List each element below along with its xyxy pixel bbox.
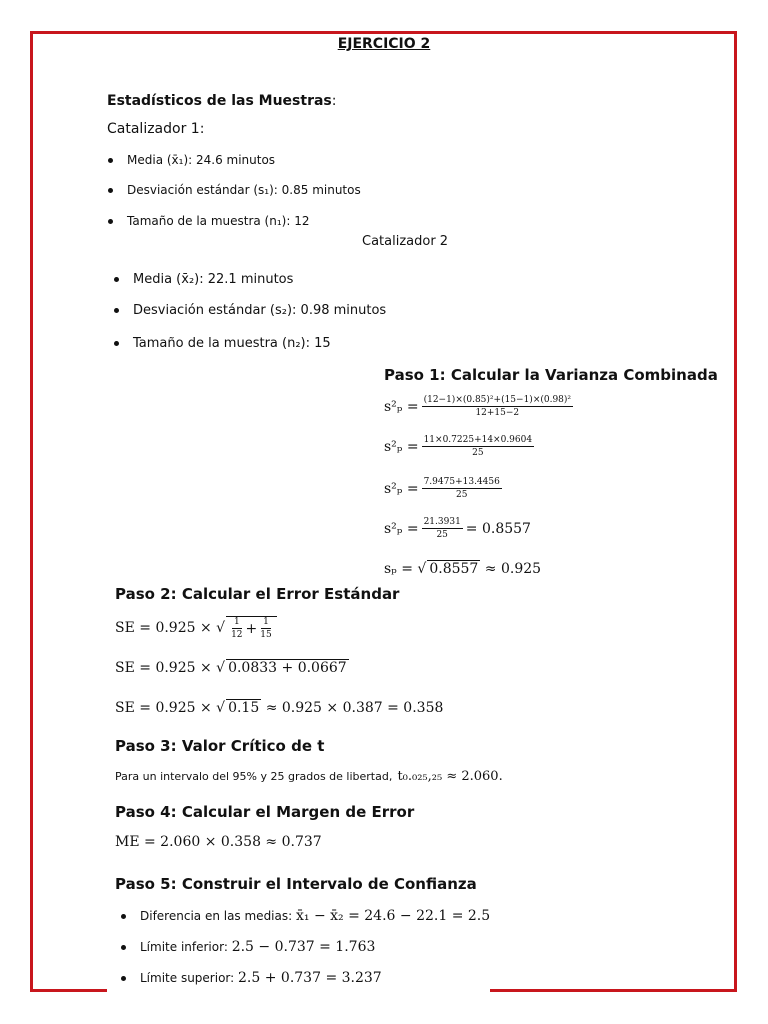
paso-2-equation-3: SE = 0.925 × √ 0.15 ≈ 0.925 × 0.387 = 0.358 [115,699,444,716]
paso-3-text: Para un intervalo del 95% y 25 grados de libertad, t₀.₀₂₅,₂₅ ≈ 2.060. [115,769,503,784]
list-item: Tamaño de la muestra (n₁): 12 [108,214,309,228]
list-item: Límite superior: 2.5 + 0.737 = 3.237 [121,970,382,986]
paso-4-heading: Paso 4: Calcular el Margen de Error [115,803,415,821]
bullet [114,308,119,313]
paso-5-heading: Paso 5: Construir el Intervalo de Confianza [115,875,477,893]
list-item: Desviación estándar (s₁): 0.85 minutos [108,183,361,197]
list-item: Tamaño de la muestra (n₂): 15 [114,336,331,351]
page-title: EJERCICIO 2 [337,36,431,52]
bullet [108,158,113,163]
paso-1-equation-3: s²ₚ = $\frac{7.9475+13.4456}{25}$ [384,477,500,500]
paso-1-equation-4: s²ₚ = $\frac{21.3931}{25}$ = 0.8557 [384,517,531,540]
catalizador-2-label: Catalizador 2 [362,234,449,249]
paso-1-equation-5: sₚ = √ 0.8557 ≈ 0.925 [384,560,542,577]
bullet [114,277,119,282]
page-border-bottom-left [30,989,107,992]
list-item: Media (x̄₂): 22.1 minutos [114,272,293,287]
paso-1-heading: Paso 1: Calcular la Varianza Combinada [384,366,718,384]
stats-heading: Estadísticos de las Muestras: [107,93,337,109]
list-item: Media (x̄₁): 24.6 minutos [108,153,275,167]
bullet [121,914,126,919]
list-item: Diferencia en las medias: x̄₁ − x̄₂ = 24.6 − 22.1 = 2.5 [121,908,490,924]
paso-2-equation-1: SE = 0.925 × √ $\frac{1}{12}$ + $\frac{1}{15}$ [115,616,277,640]
catalizador-1-label: Catalizador 1: [107,121,205,137]
bullet [108,188,113,193]
bullet [114,341,119,346]
paso-4-equation: ME = 2.060 × 0.358 ≈ 0.737 [115,834,322,850]
paso-3-heading: Paso 3: Valor Crítico de t [115,737,325,755]
list-item: Límite inferior: 2.5 − 0.737 = 1.763 [121,939,375,955]
paso-1-equation-2: s²ₚ = $\frac{11\times 0.7225+14\times 0.9604}{25}$ [384,435,533,458]
paso-2-equation-2: SE = 0.925 × √ 0.0833 + 0.0667 [115,659,347,676]
bullet [121,976,126,981]
list-item: Desviación estándar (s₂): 0.98 minutos [114,303,386,318]
page-border-bottom-right [490,989,737,992]
paso-2-heading: Paso 2: Calcular el Error Estándar [115,585,400,603]
bullet [108,219,113,224]
bullet [121,945,126,950]
paso-1-equation-1: s²ₚ = $\frac{\text{(12−1)×(0.85)²+(15−1)×(0.98)²}}{12+15-2}$ [384,395,572,418]
